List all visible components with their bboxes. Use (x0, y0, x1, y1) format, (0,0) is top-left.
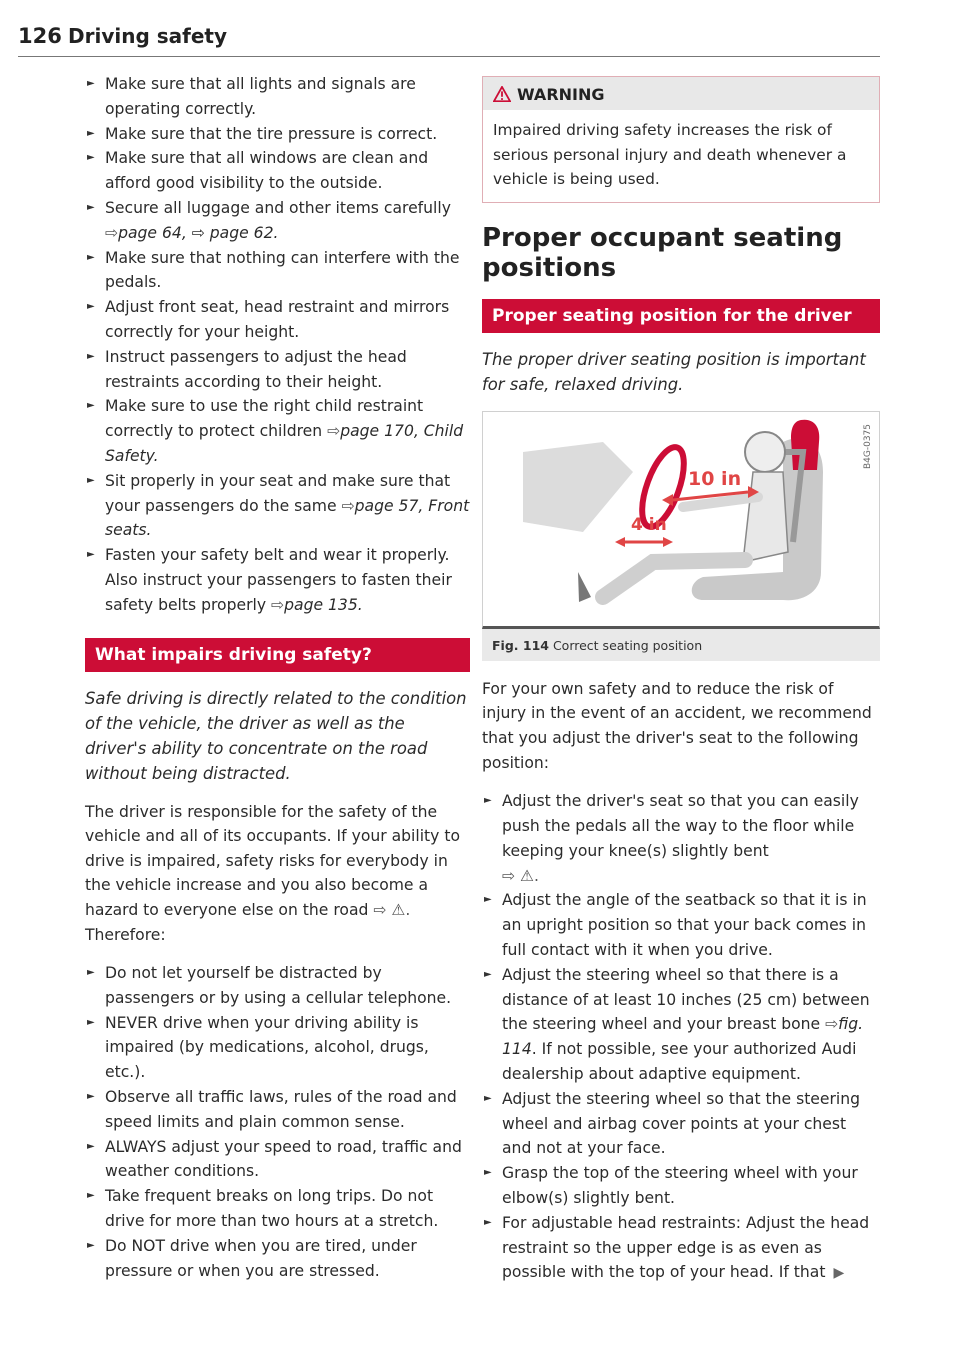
list-item: ► Do NOT drive when you are tired, under pressure or when you are stressed. (85, 1234, 470, 1284)
page-ref-link[interactable]: page 64, ⇨ page 62. (118, 223, 279, 242)
warning-ref-link[interactable]: ⇨ ⚠. (373, 900, 411, 919)
list-item: ► Instruct passengers to adjust the head restraints according to their height. (85, 345, 470, 395)
list-item: ► Take frequent breaks on long trips. Do not drive for more than two hours at a stretch. (85, 1184, 470, 1234)
page-number: 126 (18, 24, 62, 48)
list-item: ► Adjust front seat, head restraint and mirrors correctly for your height. (85, 295, 470, 345)
distance-label-4in: 4 in (631, 514, 667, 535)
list-item (85, 543, 470, 617)
caption-text: Correct seating position (552, 637, 703, 653)
page-ref-link[interactable]: page 170, Child Safety. (105, 422, 464, 465)
list-item (85, 469, 470, 543)
list-item-text: Sit properly in your seat and make sure that your passengers do the same (105, 471, 451, 515)
seated-driver-illustration (483, 412, 879, 626)
list-item: ► Grasp the top of the steering wheel with your elbow(s) slightly bent. (482, 1161, 880, 1211)
safety-list (85, 961, 470, 1283)
list-item (482, 1211, 880, 1286)
distance-label-10in: 10 in (688, 467, 742, 490)
list-item (482, 789, 880, 888)
page-title: Proper occupant seating positions (482, 222, 843, 283)
list-item-tail: . If not possible, see your authorized Audi dealership about adaptive equipment. (502, 1040, 857, 1083)
seating-illustration (482, 411, 880, 629)
checklist (85, 72, 470, 618)
arrow-icon: ⇨ (327, 422, 341, 441)
section-intro: Safe driving is directly related to the condition of the vehicle, the driver as well as the driver's ability to concentrate on the road without being distracted. (85, 688, 467, 783)
list-item: ► Make sure that nothing can interfere with the pedals. (85, 246, 470, 296)
list-item: ► Observe all traffic laws, rules of the road and speed limits and plain common sense. (85, 1085, 470, 1135)
section-heading: What impairs driving safety? (85, 638, 470, 672)
page-header (18, 22, 880, 57)
section-heading: Proper seating position for the driver (482, 299, 880, 333)
right-column (482, 76, 880, 1286)
list-item: ► Make sure that the tire pressure is correct. (85, 122, 470, 147)
list-item-text: Fasten your safety belt and wear it properly. Also instruct your passengers to fasten their safety belts properly (105, 546, 452, 614)
list-item-text: Adjust the steering wheel so that there is a distance of at least 10 inches (25 cm) between the steering wheel and your breast bone (502, 965, 870, 1034)
page-ref-link[interactable]: page 57, Front seats. (105, 496, 470, 540)
warning-box (482, 76, 880, 203)
list-item: ► ALWAYS adjust your speed to road, traffic and weather conditions. (85, 1135, 470, 1185)
section-intro: The proper driver seating position is important for safe, relaxed driving. (482, 349, 866, 394)
arrow-icon: ⇨ (341, 496, 355, 515)
list-item: ► Adjust the angle of the seatback so that it is in an upright position so that your back comes in full contact with it when you drive. (482, 888, 880, 962)
caption-number: Fig. 114 (492, 637, 549, 653)
warning-title: WARNING (517, 85, 605, 104)
figure (482, 411, 880, 661)
warning-text: Impaired driving safety increases the risk of serious personal injury and death whenever a vehicle is being used. (493, 121, 847, 189)
section-title: Driving safety (68, 24, 227, 48)
list-item: ► NEVER drive when your driving ability is impaired (by medications, alcohol, drugs, etc.). (85, 1011, 470, 1085)
continued-arrow-icon: ▶ (833, 1265, 845, 1282)
list-item: ► Make sure that all lights and signals are operating correctly. (85, 72, 470, 122)
therefore-label: Therefore: (85, 925, 166, 944)
seating-list (482, 789, 880, 1286)
left-column (85, 72, 470, 1283)
list-item-text: Adjust the driver's seat so that you can easily push the pedals all the way to the floor while keeping your knee(s) slightly bent (502, 792, 859, 860)
warning-icon (493, 86, 511, 102)
list-item: ► Make sure that all windows are clean and afford good visibility to the outside. (85, 146, 470, 196)
arrow-icon: ⇨ (105, 223, 119, 242)
list-item: ► Adjust the steering wheel so that the steering wheel and airbag cover points at your chest and not at your face. (482, 1087, 880, 1161)
arrow-icon: ⇨ (825, 1015, 839, 1034)
list-item (482, 963, 880, 1087)
figure-code: B4G-0375 (863, 423, 873, 469)
list-item (85, 394, 470, 468)
figure-ref-link[interactable]: fig. 114 (502, 1015, 864, 1059)
body-paragraph (85, 800, 470, 948)
arrow-icon: ⇨ (271, 595, 285, 614)
body-paragraph: For your own safety and to reduce the risk of injury in the event of an accident, we recommend that you adjust the driver's seat to the following position: (482, 679, 872, 772)
list-item (85, 196, 470, 246)
page-ref-link[interactable]: page 135. (284, 595, 363, 614)
list-item-text: Secure all luggage and other items carefully (105, 198, 451, 217)
warning-ref-link[interactable]: ⇨ ⚠. (502, 866, 539, 885)
list-item-text: Make sure to use the right child restraint correctly to protect children (105, 397, 424, 441)
list-item-text: For adjustable head restraints: Adjust the head restraint so the upper edge is as even as possible with the top of your head. If that (502, 1213, 870, 1282)
warning-header (483, 77, 879, 110)
figure-caption (482, 629, 880, 661)
list-item: ► Do not let yourself be distracted by passengers or by using a cellular telephone. (85, 961, 470, 1011)
body-text: The driver is responsible for the safety of the vehicle and all of its occupants. If your ability to drive is impaired, safety risks for everybody in the vehicle increase and you also become a hazard to everyone else on the road (85, 802, 461, 919)
